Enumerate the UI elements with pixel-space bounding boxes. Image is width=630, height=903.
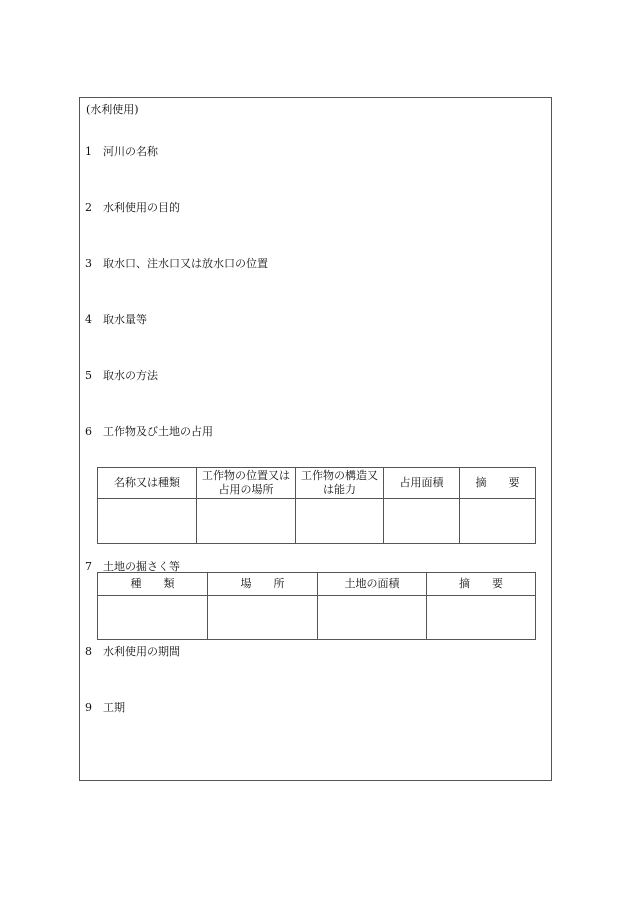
table-cell[interactable] — [98, 499, 197, 544]
item-number: 3 — [85, 257, 92, 270]
item-number: 2 — [85, 201, 92, 214]
item-label: 河川の名称 — [103, 145, 158, 158]
item-label: 水利使用の期間 — [103, 645, 180, 658]
item-number: 6 — [85, 425, 92, 438]
item-intake-method — [85, 367, 158, 383]
column-header: 土地の面積 — [318, 573, 427, 596]
table-cell[interactable] — [384, 499, 460, 544]
item-number: 1 — [85, 145, 92, 158]
item-label: 取水量等 — [103, 313, 147, 326]
item-label: 工期 — [103, 701, 125, 714]
table-cell[interactable] — [318, 596, 427, 640]
item-label: 工作物及び土地の占用 — [103, 425, 213, 438]
item-number: 7 — [85, 560, 92, 573]
column-header: 場 所 — [208, 573, 318, 596]
item-intake-volume — [85, 311, 147, 327]
table-cell[interactable] — [208, 596, 318, 640]
excavation-table — [97, 572, 536, 640]
item-river-name — [85, 143, 158, 159]
table-cell[interactable] — [98, 596, 208, 640]
column-header: 名称又は種類 — [98, 468, 197, 499]
table-cell[interactable] — [296, 499, 384, 544]
item-usage-period — [85, 643, 180, 659]
item-construction-period — [85, 699, 125, 715]
column-header: 工作物の構造又は能力 — [296, 468, 384, 499]
item-label: 取水の方法 — [103, 369, 158, 382]
item-occupancy — [85, 423, 213, 439]
column-header: 種 類 — [98, 573, 208, 596]
item-number: 9 — [85, 701, 92, 714]
item-number: 5 — [85, 369, 92, 382]
column-header: 摘 要 — [427, 573, 536, 596]
item-label: 土地の掘さく等 — [103, 560, 180, 573]
item-label: 取水口、注水口又は放水口の位置 — [103, 257, 268, 270]
column-header: 占用面積 — [384, 468, 460, 499]
occupancy-table — [97, 467, 536, 544]
form-frame — [79, 97, 552, 781]
item-intake-location — [85, 255, 268, 271]
column-header: 摘 要 — [460, 468, 536, 499]
column-header: 工作物の位置又は占用の場所 — [197, 468, 296, 499]
table-cell[interactable] — [427, 596, 536, 640]
table-cell[interactable] — [460, 499, 536, 544]
item-purpose — [85, 199, 180, 215]
form-header: (水利使用) — [86, 103, 139, 116]
item-number: 8 — [85, 645, 92, 658]
table-cell[interactable] — [197, 499, 296, 544]
item-number: 4 — [85, 313, 92, 326]
item-label: 水利使用の目的 — [103, 201, 180, 214]
